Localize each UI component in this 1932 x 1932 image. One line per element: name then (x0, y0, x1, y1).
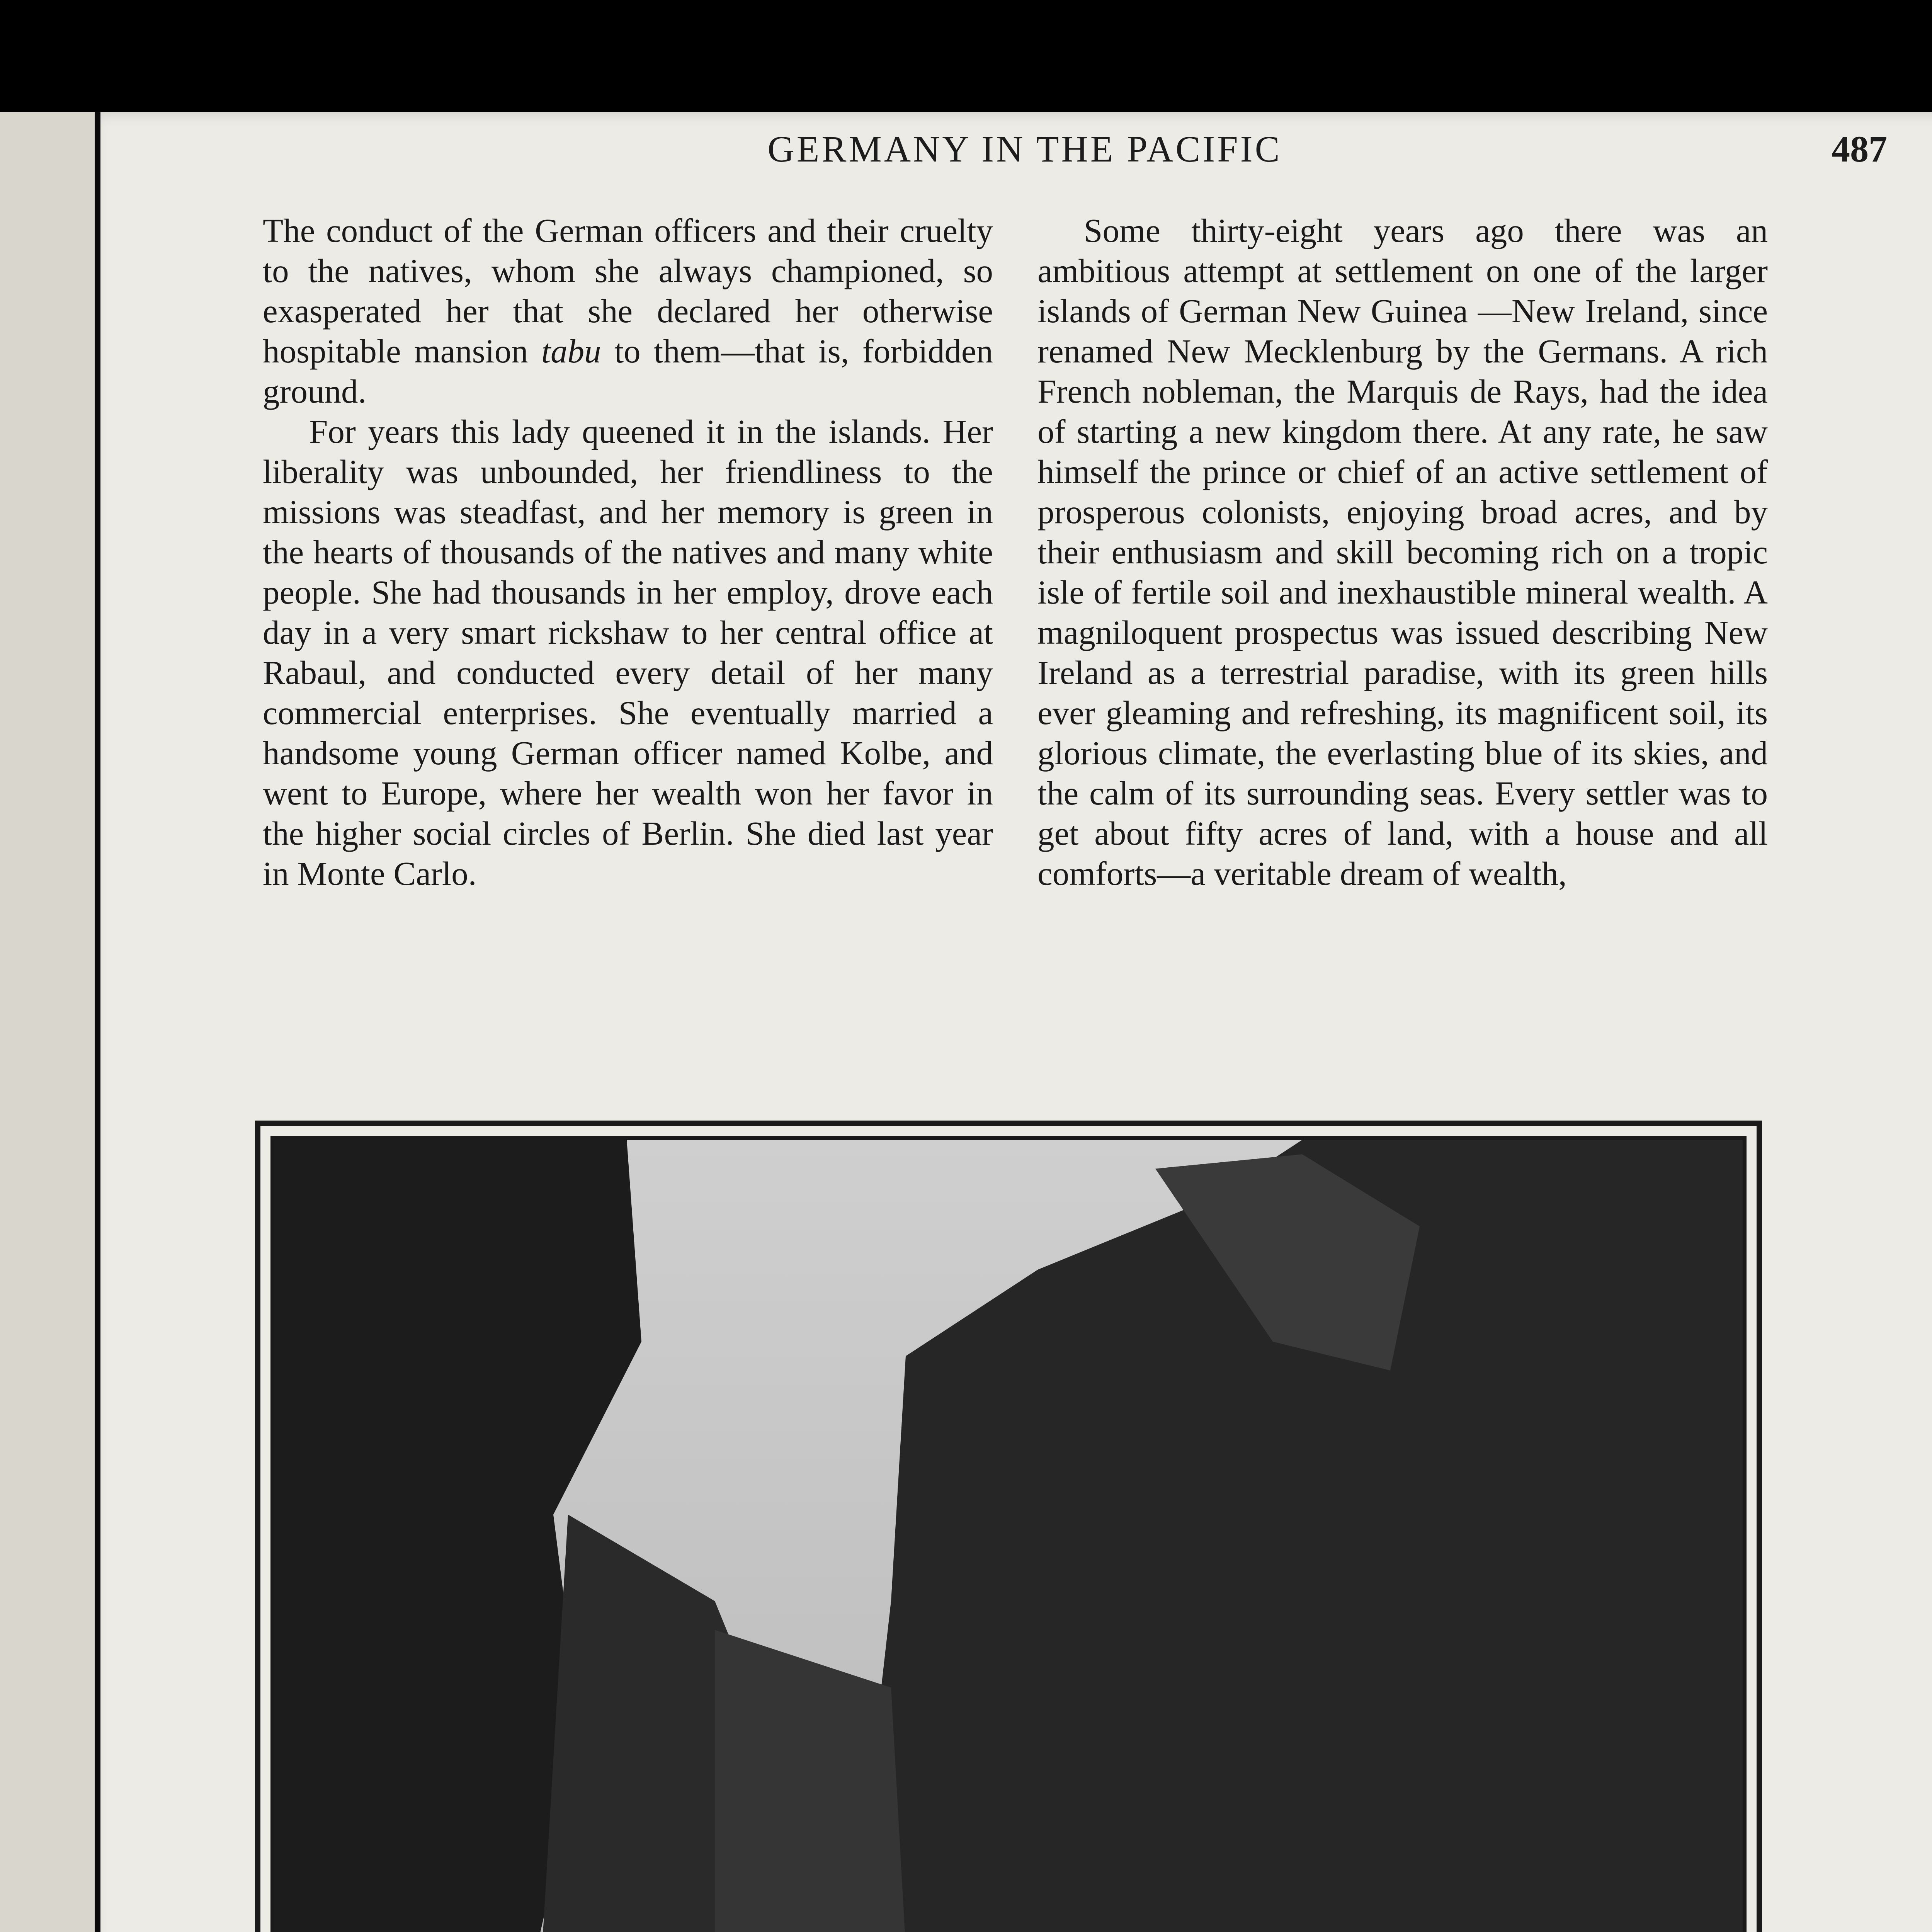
left-column (263, 211, 993, 1200)
river-landscape-image (274, 1140, 1743, 1932)
left-paragraph-2: For years this lady queened it in the islands. Her liberality was unbounded, her friendliness to the missions was steadfast, and her memory is green in the hearts of thousands of the natives and many white people. She had thousands in her employ, drove each day in a very smart rickshaw to her central office at Rabaul, and conducted every detail of her many commercial enterprises. She eventually married a handsome young German officer named Kolbe, and went to Europe, where her wealth won her favor in the higher social circles of Berlin. She died last year in Monte Carlo. (263, 413, 993, 892)
italic-word: tabu (541, 332, 601, 370)
text-segment: to them—that is, forbidden ground. (263, 332, 993, 410)
adjacent-page-edge (0, 112, 102, 1932)
page-number: 487 (1832, 128, 1887, 170)
left-paragraph-1 (263, 211, 993, 412)
landscape-photo (270, 1136, 1747, 1932)
photo-frame (255, 1121, 1762, 1932)
header-title: GERMANY IN THE PACIFIC (767, 128, 1282, 170)
text-segment: The conduct of the German officers and their cruelty to the natives, whom she always championed, so exasperated her that she declared her otherwise hospitable mansion (263, 212, 993, 370)
right-column (1037, 211, 1768, 1200)
right-paragraph-1: Some thirty-eight years ago there was an ambitious attempt at settlement on one of the larger islands of German New Guinea —New Ireland, since renamed New Mecklenburg by the Germans. A rich French nobleman, the Marquis de Rays, had the idea of starting a new kingdom there. At any rate, he saw himself the prince or chief of an active settlement of prosperous colonists, enjoying broad acres, and by their enthusiasm and skill becoming rich on a tropic isle of fertile soil and inexhaustible mineral wealth. A magniloquent prospectus was issued describing New Ireland as a terrestrial paradise, with its green hills ever gleaming and refreshing, its magnificent soil, its glorious climate, the everlasting blue of its skies, and the calm of its surrounding seas. Every settler was to get about fifty acres of land, with a house and all comforts—a veritable dream of wealth, (1037, 212, 1768, 892)
running-header (0, 128, 1932, 185)
